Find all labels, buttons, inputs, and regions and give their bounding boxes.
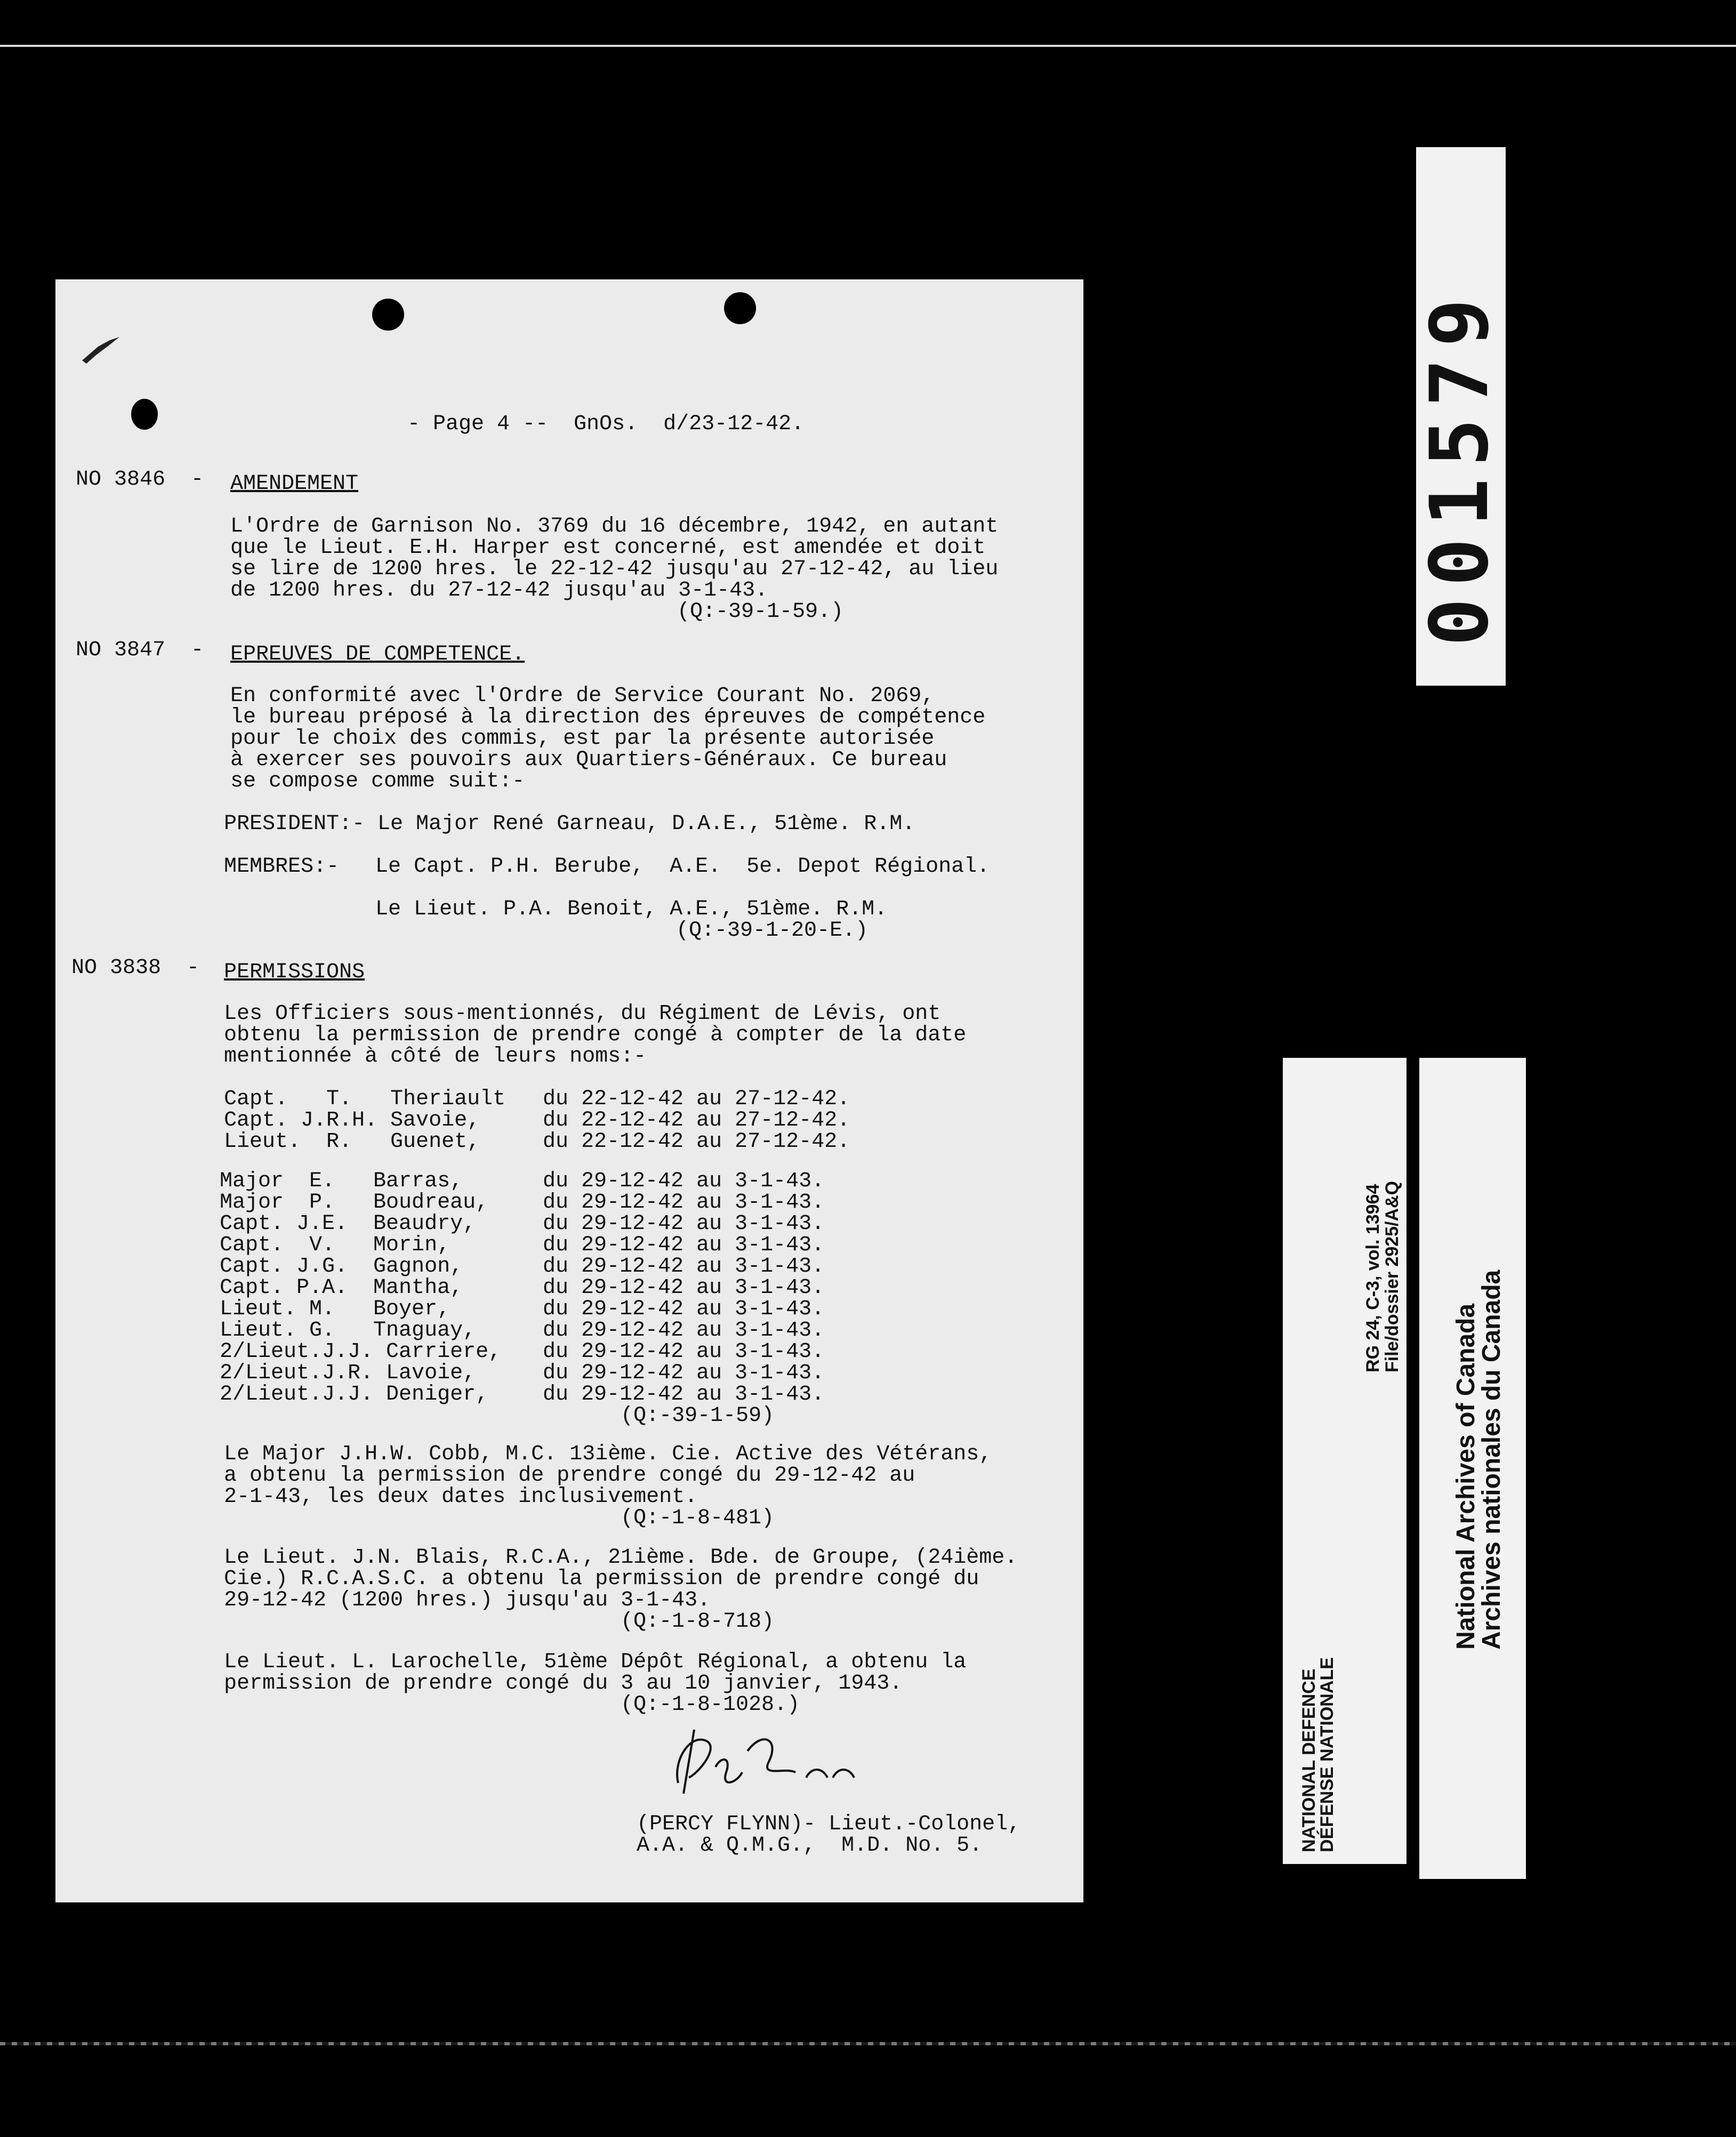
leave-dates: du 29-12-42 au 3-1-43.: [543, 1276, 825, 1300]
leave-paragraph-line: 2-1-43, les deux dates inclusivement.: [224, 1485, 698, 1509]
reference: (Q:-39-1-59.): [677, 600, 844, 624]
leave-officer: 2/Lieut.J.R. Lavoie,: [220, 1361, 476, 1385]
leave-officer: 2/Lieut.J.J. Deniger,: [220, 1383, 489, 1407]
leave-officer: Capt. J.R.H. Savoie,: [224, 1108, 480, 1132]
leave-dates: du 29-12-42 au 3-1-43.: [543, 1297, 825, 1321]
leave-dates: du 29-12-42 au 3-1-43.: [543, 1191, 825, 1215]
order-line: En conformité avec l'Ordre de Service Courant No. 2069,: [230, 684, 935, 708]
leave-paragraph-line: 29-12-42 (1200 hres.) jusqu'au 3-1-43.: [224, 1588, 711, 1612]
order-line: Les Officiers sous-mentionnés, du Régiment de Lévis, ont: [224, 1002, 941, 1026]
leave-paragraph-line: Le Major J.H.W. Cobb, M.C. 13ième. Cie. Active des Vétérans,: [224, 1442, 992, 1466]
leave-dates: du 29-12-42 au 3-1-43.: [543, 1383, 825, 1407]
leave-dates: du 29-12-42 au 3-1-43.: [543, 1212, 825, 1236]
reel-number: 001579: [1413, 287, 1506, 646]
order-number: NO 3846 -: [76, 468, 204, 492]
handwritten-signature: [657, 1719, 881, 1810]
order-line: pour le choix des commis, est par la présente autorisée: [230, 727, 935, 751]
order-line: se lire de 1200 hres. le 22-12-42 jusqu'au 27-12-42, au lieu: [230, 557, 999, 581]
archives-label: [1419, 1058, 1526, 1879]
leave-officer: Capt. J.G. Gagnon,: [220, 1255, 463, 1279]
order-title: PERMISSIONS: [224, 960, 365, 984]
leave-dates: du 22-12-42 au 27-12-42.: [543, 1087, 850, 1111]
board-member: Le Capt. P.H. Berube, A.E. 5e. Depot Régional.: [375, 855, 990, 879]
leave-officer: Lieut. G. Tnaguay,: [220, 1319, 476, 1343]
leave-dates: du 22-12-42 au 27-12-42.: [543, 1130, 850, 1154]
record-group-ref: RG 24, C-3, vol. 13964: [1363, 1184, 1383, 1372]
reference: (Q:-1-8-718): [621, 1610, 775, 1634]
order-line: mentionnée à côté de leurs noms:-: [224, 1045, 647, 1068]
order-title: AMENDEMENT: [230, 472, 359, 496]
ink-mark: [77, 331, 125, 368]
punch-hole: [724, 292, 756, 324]
members-label: MEMBRES:-: [224, 855, 340, 879]
punch-hole: [372, 299, 404, 331]
leave-officer: Major E. Barras,: [220, 1169, 463, 1193]
reference: (Q:-1-8-1028.): [621, 1693, 800, 1717]
order-number: NO 3838 -: [71, 956, 200, 980]
leave-dates: du 22-12-42 au 27-12-42.: [543, 1108, 850, 1132]
board-member: Le Lieut. P.A. Benoit, A.E., 51ème. R.M.: [375, 897, 888, 921]
leave-officer: Capt. V. Morin,: [220, 1233, 451, 1257]
leave-paragraph-line: Cie.) R.C.A.S.C. a obtenu la permission de prendre congé du: [224, 1567, 979, 1591]
signatory-name: (PERCY FLYNN)- Lieut.-Colonel,: [637, 1812, 1021, 1836]
leave-paragraph-line: permission de prendre congé du 3 au 10 janvier, 1943.: [224, 1672, 903, 1696]
reference: (Q:-39-1-20-E.): [676, 919, 869, 943]
leave-dates: du 29-12-42 au 3-1-43.: [543, 1361, 825, 1385]
leave-dates: du 29-12-42 au 3-1-43.: [543, 1340, 825, 1364]
reel-number-strip: [1413, 147, 1506, 686]
signatory-title: A.A. & Q.M.G., M.D. No. 5.: [637, 1834, 983, 1858]
leave-dates: du 29-12-42 au 3-1-43.: [543, 1255, 825, 1279]
document-page: [55, 279, 1083, 1902]
order-line: se compose comme suit:-: [230, 769, 525, 793]
file-ref: File/dossier 2925/A&Q: [1382, 1180, 1402, 1372]
reference: (Q:-1-8-481): [621, 1506, 775, 1530]
archives-name-fr: Archives nationales du Canada: [1477, 1270, 1506, 1650]
archive-reference-label: [1283, 1058, 1407, 1864]
punch-hole: [131, 399, 158, 430]
archives-name: National Archives of Canada: [1452, 1303, 1480, 1650]
leave-paragraph-line: a obtenu la permission de prendre congé du 29-12-42 au: [224, 1464, 915, 1488]
order-line: le bureau préposé à la direction des épreuves de compétence: [230, 705, 986, 729]
scan-top-edge: [0, 45, 1736, 47]
leave-officer: Lieut. M. Boyer,: [220, 1297, 451, 1321]
scan-bottom-edge: [0, 2042, 1736, 2045]
leave-dates: du 29-12-42 au 3-1-43.: [543, 1169, 825, 1193]
leave-paragraph-line: Le Lieut. L. Larochelle, 51ème Dépôt Régional, a obtenu la: [224, 1650, 967, 1674]
department-name: NATIONAL DEFENCE: [1299, 1668, 1319, 1852]
leave-dates: du 29-12-42 au 3-1-43.: [543, 1233, 825, 1257]
leave-officer: Capt. T. Theriault: [224, 1087, 506, 1111]
reference: (Q:-39-1-59): [621, 1404, 775, 1428]
page-header: - Page 4 -- GnOs. d/23-12-42.: [407, 412, 805, 436]
order-line: que le Lieut. E.H. Harper est concerné, est amendée et doit: [230, 536, 986, 560]
order-line: à exercer ses pouvoirs aux Quartiers-Généraux. Ce bureau: [230, 748, 947, 772]
leave-dates: du 29-12-42 au 3-1-43.: [543, 1319, 825, 1343]
leave-officer: Capt. P.A. Mantha,: [220, 1276, 463, 1300]
leave-paragraph-line: Le Lieut. J.N. Blais, R.C.A., 21ième. Bde. de Groupe, (24ième.: [224, 1546, 1018, 1570]
board-president: PRESIDENT:- Le Major René Garneau, D.A.E., 51ème. R.M.: [224, 812, 915, 836]
order-title: EPREUVES DE COMPETENCE.: [230, 642, 525, 666]
leave-officer: Capt. J.E. Beaudry,: [220, 1212, 476, 1236]
department-name-fr: DÉFENSE NATIONALE: [1317, 1657, 1337, 1852]
leave-officer: Lieut. R. Guenet,: [224, 1130, 480, 1154]
order-line: de 1200 hres. du 27-12-42 jusqu'au 3-1-43.: [230, 579, 768, 602]
order-line: obtenu la permission de prendre congé à compter de la date: [224, 1023, 967, 1047]
leave-officer: 2/Lieut.J.J. Carriere,: [220, 1340, 502, 1364]
order-line: L'Ordre de Garnison No. 3769 du 16 décembre, 1942, en autant: [230, 515, 999, 539]
order-number: NO 3847 -: [76, 638, 204, 662]
leave-officer: Major P. Boudreau,: [220, 1191, 489, 1215]
